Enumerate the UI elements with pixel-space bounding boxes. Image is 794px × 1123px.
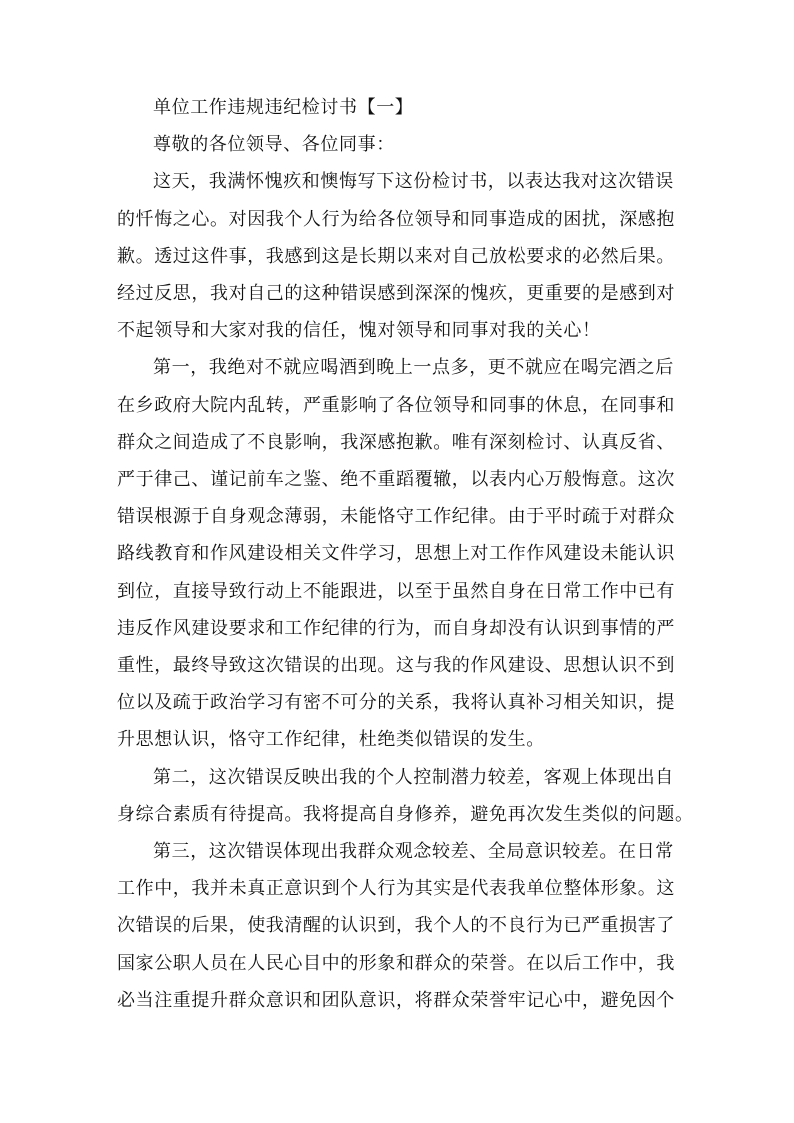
paragraph-3 <box>117 759 694 833</box>
paragraph-line: 必当注重提升群众意识和团队意识，将群众荣誉牢记心中，避免因个 <box>117 989 675 1011</box>
paragraph-line: 路线教育和作风建设相关文件学习，思想上对工作作风建设未能认识 <box>117 543 675 565</box>
paragraph-line: 第三，这次错误体现出我群众观念较差、全局意识较差。在日常 <box>153 841 674 863</box>
paragraph-line: 身综合素质有待提高。我将提高自身修养，避免再次发生类似的问题。 <box>117 803 694 825</box>
document-title: 单位工作违规违纪检讨书【一】 <box>153 97 414 118</box>
paragraph-line: 位以及疏于政治学习有密不可分的关系，我将认真补习相关知识，提 <box>117 692 675 714</box>
paragraph-line: 重性，最终导致这次错误的出现。这与我的作风建设、思想认识不到 <box>117 655 675 677</box>
paragraph-line: 第二，这次错误反映出我的个人控制潜力较差，客观上体现出自 <box>153 766 674 788</box>
paragraph-line: 违反作风建设要求和工作纪律的行为，而自身却没有认识到事情的严 <box>117 617 675 639</box>
paragraph-line: 错误根源于自身观念薄弱，未能恪守工作纪律。由于平时疏于对群众 <box>117 506 675 528</box>
paragraph-line: 不起领导和大家对我的信任，愧对领导和同事对我的关心！ <box>117 320 601 342</box>
paragraph-line: 的忏悔之心。对因我个人行为给各位领导和同事造成的困扰，深感抱 <box>117 208 675 230</box>
paragraph-line: 国家公职人员在人民心目中的形象和群众的荣誉。在以后工作中，我 <box>117 952 675 974</box>
paragraph-1 <box>117 163 685 349</box>
paragraph-4 <box>117 833 685 1019</box>
paragraph-line: 到位，直接导致行动上不能跟进，以至于虽然自身在日常工作中已有 <box>117 580 675 602</box>
paragraph-line: 经过反思，我对自己的这种错误感到深深的愧疚，更重要的是感到对 <box>117 283 675 305</box>
paragraph-line: 在乡政府大院内乱转，严重影响了各位领导和同事的休息，在同事和 <box>117 394 675 416</box>
paragraph-line: 歉。透过这件事，我感到这是长期以来对自己放松要求的必然后果。 <box>117 245 675 267</box>
salutation: 尊敬的各位领导、各位同事： <box>153 134 395 156</box>
paragraph-line: 升思想认识，恪守工作纪律，杜绝类似错误的发生。 <box>117 729 545 751</box>
paragraph-line: 群众之间造成了不良影响，我深感抱歉。唯有深刻检讨、认真反省、 <box>117 431 675 453</box>
paragraph-line: 这天，我满怀愧疚和懊悔写下这份检讨书，以表达我对这次错误 <box>153 171 674 193</box>
paragraph-line: 严于律己、谨记前车之鉴、绝不重蹈覆辙，以表内心万般悔意。这次 <box>117 469 675 491</box>
document-page <box>117 89 694 1019</box>
paragraph-line: 第一，我绝对不就应喝酒到晚上一点多，更不就应在喝完酒之后 <box>153 357 674 379</box>
paragraph-2 <box>117 349 685 758</box>
paragraph-line: 次错误的后果，使我清醒的认识到，我个人的不良行为已严重损害了 <box>117 915 675 937</box>
paragraph-line: 工作中，我并未真正意识到个人行为其实是代表我单位整体形象。这 <box>117 878 675 900</box>
